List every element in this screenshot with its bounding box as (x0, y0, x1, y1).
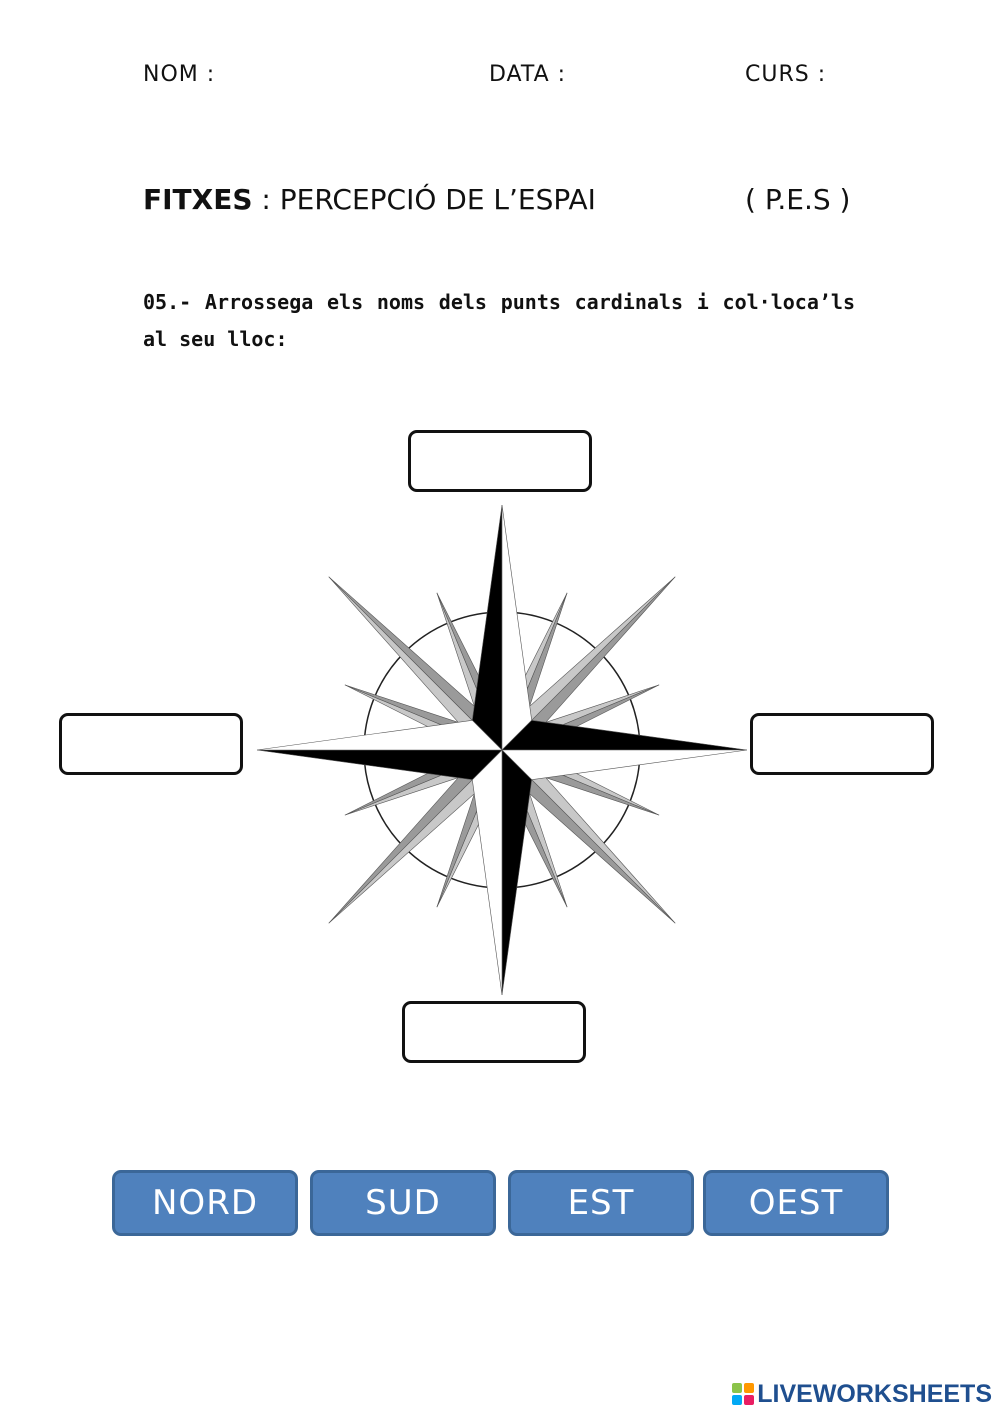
date-label: DATA : (489, 62, 567, 87)
word-chip-est[interactable]: EST (508, 1170, 694, 1236)
worksheet-code: ( P.E.S ) (745, 183, 851, 216)
name-label: NOM : (143, 62, 216, 87)
word-chip-sud[interactable]: SUD (310, 1170, 496, 1236)
title-rest: : PERCEPCIÓ DE L’ESPAI (252, 183, 596, 216)
brand-text: LIVEWORKSHEETS (757, 1379, 992, 1408)
word-chip-oest[interactable]: OEST (703, 1170, 889, 1236)
drop-box-south[interactable] (402, 1001, 586, 1063)
worksheet-title (143, 183, 596, 216)
instruction-text: 05.- Arrossega els noms dels punts cardinals i col·loca’ls al seu lloc: (143, 290, 855, 351)
course-label: CURS : (745, 62, 827, 87)
brand-logo (732, 1381, 992, 1407)
drop-box-east[interactable] (750, 713, 934, 775)
word-chip-nord[interactable]: NORD (112, 1170, 298, 1236)
title-bold: FITXES (143, 183, 253, 216)
drop-box-west[interactable] (59, 713, 243, 775)
compass-rose-icon (250, 500, 760, 1000)
liveworksheets-logo-icon (732, 1383, 754, 1405)
drop-box-north[interactable] (408, 430, 592, 492)
